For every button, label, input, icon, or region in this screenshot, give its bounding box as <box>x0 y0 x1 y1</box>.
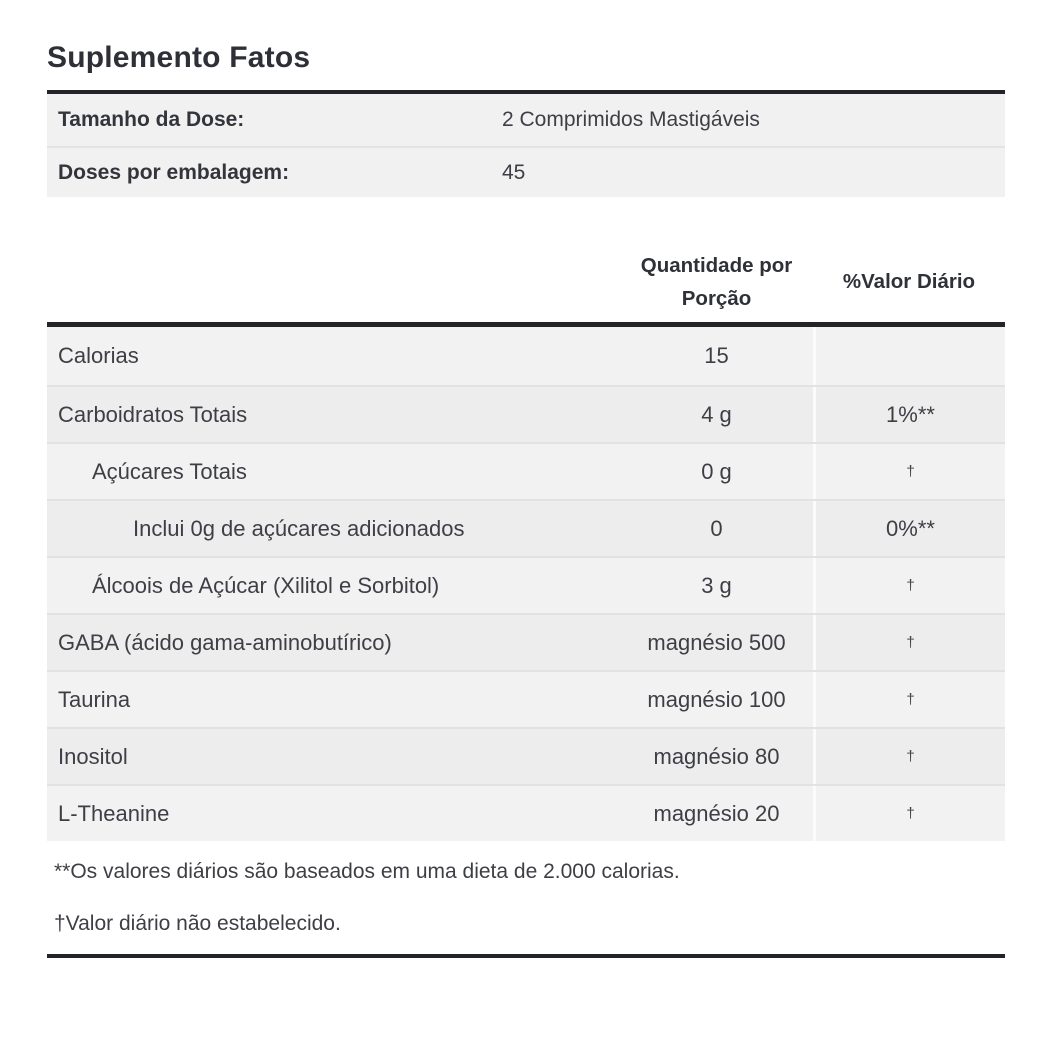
row-name: Açúcares Totais <box>92 458 247 484</box>
row-dv: 0%** <box>813 501 1005 556</box>
footnote-dagger: †Valor diário não estabelecido. <box>54 912 341 935</box>
servings-per-container-value: 45 <box>502 160 526 184</box>
page-title: Suplemento Fatos <box>47 41 311 74</box>
table-row <box>47 556 1005 613</box>
row-name: Carboidratos Totais <box>58 401 248 427</box>
table-row <box>47 442 1005 499</box>
row-name: Taurina <box>58 686 131 712</box>
row-name: Calorias <box>58 343 139 368</box>
row-name: L-Theanine <box>58 800 170 826</box>
row-amount: magnésio 80 <box>653 743 780 769</box>
row-amount: 0 g <box>701 458 732 484</box>
header-amount-per-serving: Quantidade por Porção <box>640 253 793 310</box>
spacer <box>47 197 1005 241</box>
row-dv: 1%** <box>813 387 1005 442</box>
row-amount: magnésio 500 <box>647 629 786 655</box>
row-dv <box>813 327 1005 385</box>
bottom-rule <box>47 954 1005 958</box>
footnote-daily-values: **Os valores diários são baseados em uma dieta de 2.000 calorias. <box>54 860 680 883</box>
row-dv: † <box>813 729 1005 784</box>
row-amount: magnésio 20 <box>653 800 780 826</box>
row-dv: † <box>813 672 1005 727</box>
row-name: GABA (ácido gama-aminobutírico) <box>58 629 392 655</box>
table-row <box>47 613 1005 670</box>
table-row <box>47 670 1005 727</box>
serving-size-row <box>47 94 1005 148</box>
row-name: Inclui 0g de açúcares adicionados <box>133 515 465 541</box>
row-dv: † <box>813 558 1005 613</box>
row-name: Álcoois de Açúcar (Xilitol e Sorbitol) <box>92 572 440 598</box>
row-dv: † <box>813 786 1005 841</box>
row-amount: 15 <box>704 343 729 368</box>
row-amount: 4 g <box>701 401 732 427</box>
facts-rows <box>47 327 1005 841</box>
row-dv: † <box>813 615 1005 670</box>
serving-size-value: 2 Comprimidos Mastigáveis <box>502 108 760 131</box>
header-daily-value: %Valor Diário <box>842 270 976 293</box>
table-row <box>47 499 1005 556</box>
row-name: Inositol <box>58 743 128 769</box>
table-row <box>47 727 1005 784</box>
row-amount: 0 <box>710 515 723 541</box>
table-header-row <box>47 241 1005 322</box>
supplement-facts-panel <box>47 42 1005 958</box>
servings-per-container-label: Doses por embalagem: <box>58 160 290 184</box>
serving-size-label: Tamanho da Dose: <box>58 108 245 131</box>
table-row <box>47 327 1005 385</box>
table-row <box>47 784 1005 841</box>
row-amount: magnésio 100 <box>647 686 786 712</box>
row-dv: † <box>813 444 1005 499</box>
servings-per-container-row <box>47 148 1005 197</box>
table-row <box>47 385 1005 442</box>
row-amount: 3 g <box>701 572 732 598</box>
